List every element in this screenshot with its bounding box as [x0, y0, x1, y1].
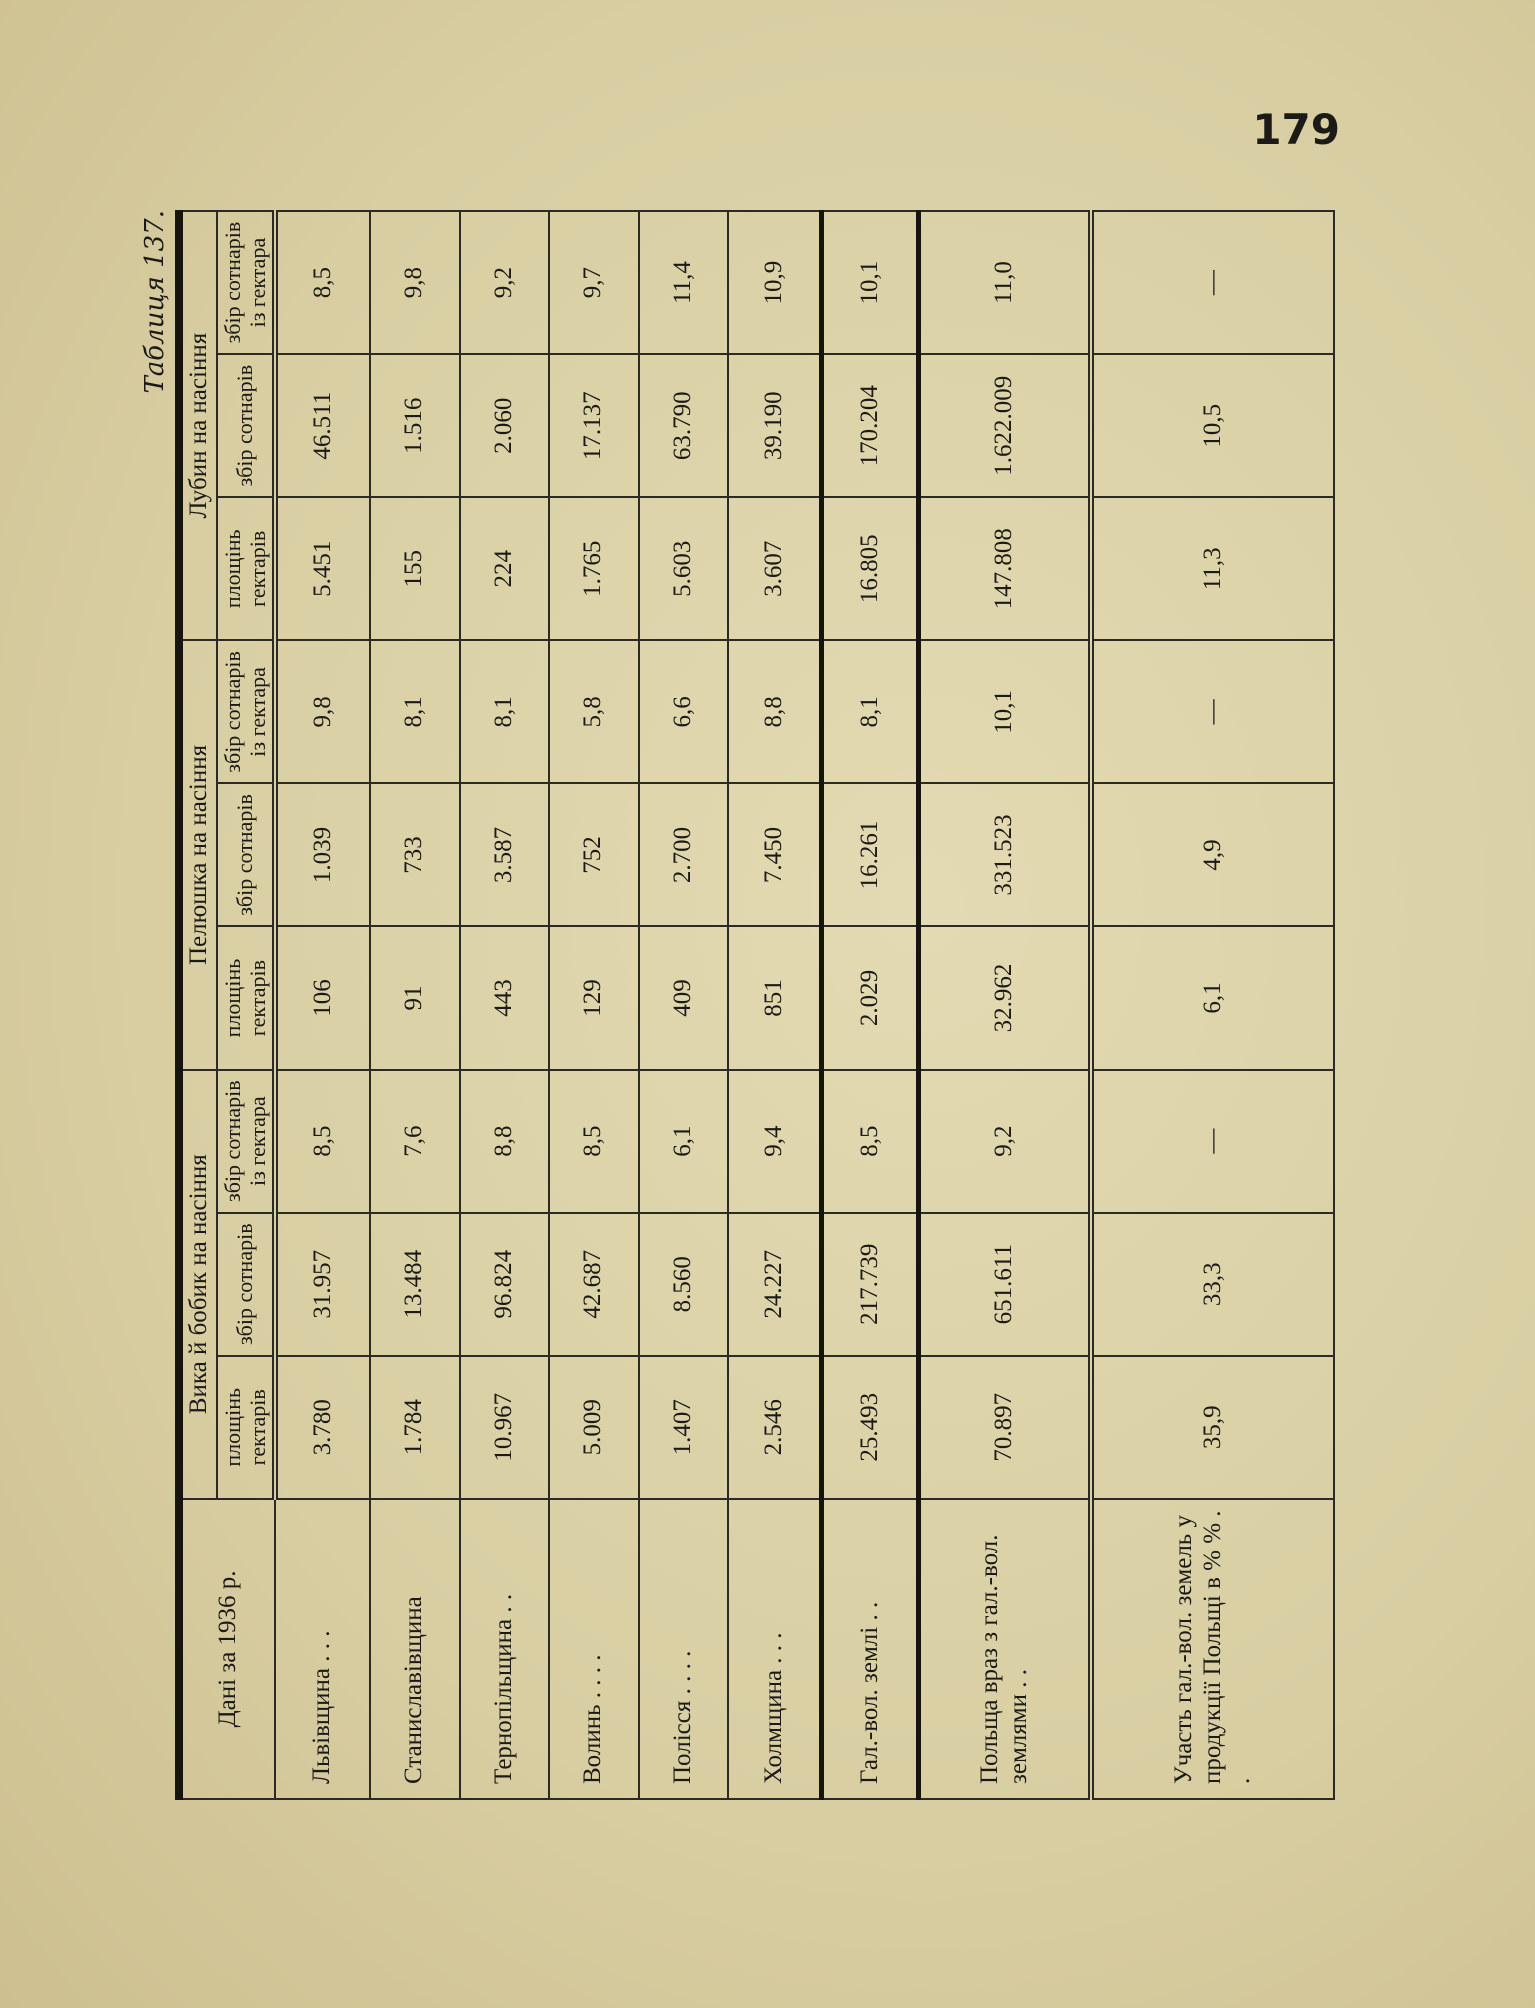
row-label: Львівщина . . . — [275, 1499, 370, 1799]
cell: 8,1 — [370, 640, 460, 783]
table-row — [460, 211, 550, 1799]
cell: 17.137 — [549, 354, 639, 497]
cell: 70.897 — [919, 1356, 1092, 1499]
cell: 11,0 — [919, 211, 1092, 354]
table-row — [275, 211, 370, 1799]
cell: 331.523 — [919, 783, 1092, 926]
page-number: 179 — [1252, 105, 1340, 154]
cell: 1.622.009 — [919, 354, 1092, 497]
cell: 8,8 — [460, 1070, 550, 1213]
cell: 9,8 — [275, 640, 370, 783]
cell: 147.808 — [919, 497, 1092, 640]
cell: 63.790 — [639, 354, 729, 497]
cell: 5.451 — [275, 497, 370, 640]
cell: 2.700 — [639, 783, 729, 926]
poland-row — [919, 211, 1092, 1799]
cell: 1.039 — [275, 783, 370, 926]
cell: 6,1 — [1091, 927, 1334, 1070]
cell: 13.484 — [370, 1213, 460, 1356]
cell: 8,5 — [275, 211, 370, 354]
total-row — [821, 211, 918, 1799]
cell: 443 — [460, 927, 550, 1070]
subheader-yield: збір сотнарів із гектара — [217, 1070, 276, 1213]
cell: 9,2 — [460, 211, 550, 354]
cell: 1.516 — [370, 354, 460, 497]
cell: 16.261 — [821, 783, 918, 926]
cell: 8,1 — [821, 640, 918, 783]
cell: — — [1091, 1070, 1334, 1213]
cell: — — [1091, 211, 1334, 354]
share-row — [1091, 211, 1334, 1799]
cell: 5.603 — [639, 497, 729, 640]
cell: 32.962 — [919, 927, 1092, 1070]
cell: 39.190 — [728, 354, 821, 497]
cell: 6,1 — [639, 1070, 729, 1213]
cell: 3.780 — [275, 1356, 370, 1499]
subheader-harvest: збір сотнарів — [217, 1213, 276, 1356]
row-label: Станиславівщина — [370, 1499, 460, 1799]
cell: — — [1091, 640, 1334, 783]
subheader-harvest: збір сотнарів — [217, 354, 276, 497]
subheader-area: площінь гектарів — [217, 1356, 276, 1499]
cell: 733 — [370, 783, 460, 926]
cell: 217.739 — [821, 1213, 918, 1356]
subheader-yield: збір сотнарів із гектара — [217, 211, 276, 354]
cell: 3.607 — [728, 497, 821, 640]
group-header-vetch: Вика й бобик на насіння — [179, 1070, 217, 1499]
cell: 2.546 — [728, 1356, 821, 1499]
cell: 10,9 — [728, 211, 821, 354]
cell: 9,2 — [919, 1070, 1092, 1213]
cell: 11,3 — [1091, 497, 1334, 640]
row-label: Холмщина . . . — [728, 1499, 821, 1799]
statistics-table — [175, 210, 1335, 1800]
cell: 25.493 — [821, 1356, 918, 1499]
cell: 8,5 — [275, 1070, 370, 1213]
cell: 8.560 — [639, 1213, 729, 1356]
subheader-yield: збір сотнарів із гектара — [217, 640, 276, 783]
cell: 11,4 — [639, 211, 729, 354]
cell: 10.967 — [460, 1356, 550, 1499]
cell: 91 — [370, 927, 460, 1070]
cell: 4,9 — [1091, 783, 1334, 926]
subheader-harvest: збір сотнарів — [217, 783, 276, 926]
cell: 409 — [639, 927, 729, 1070]
stub-header: Дані за 1936 р. — [179, 1499, 275, 1799]
cell: 651.611 — [919, 1213, 1092, 1356]
rotated-table-sheet — [140, 210, 1335, 1800]
group-header-pea: Пелюшка на насіння — [179, 640, 217, 1069]
cell: 224 — [460, 497, 550, 640]
cell: 129 — [549, 927, 639, 1070]
cell: 10,1 — [919, 640, 1092, 783]
cell: 851 — [728, 927, 821, 1070]
cell: 106 — [275, 927, 370, 1070]
cell: 10,5 — [1091, 354, 1334, 497]
group-header-lupine: Лубин на насіння — [179, 211, 217, 640]
subheader-area: площінь гектарів — [217, 497, 276, 640]
cell: 7,6 — [370, 1070, 460, 1213]
cell: 1.784 — [370, 1356, 460, 1499]
row-label: Польща враз з гал.-вол. землями . . — [919, 1499, 1092, 1799]
cell: 1.407 — [639, 1356, 729, 1499]
cell: 8,1 — [460, 640, 550, 783]
row-label: Гал.-вол. землі . . — [821, 1499, 918, 1799]
table-row — [549, 211, 639, 1799]
cell: 8,5 — [549, 1070, 639, 1213]
cell: 9,8 — [370, 211, 460, 354]
row-label: Волинь . . . . — [549, 1499, 639, 1799]
cell: 33,3 — [1091, 1213, 1334, 1356]
cell: 8,8 — [728, 640, 821, 783]
table-row — [370, 211, 460, 1799]
cell: 2.060 — [460, 354, 550, 497]
cell: 5,8 — [549, 640, 639, 783]
table-row — [728, 211, 821, 1799]
cell: 170.204 — [821, 354, 918, 497]
row-label: Полісся . . . . — [639, 1499, 729, 1799]
cell: 752 — [549, 783, 639, 926]
cell: 10,1 — [821, 211, 918, 354]
cell: 3.587 — [460, 783, 550, 926]
cell: 2.029 — [821, 927, 918, 1070]
cell: 24.227 — [728, 1213, 821, 1356]
cell: 42.687 — [549, 1213, 639, 1356]
cell: 6,6 — [639, 640, 729, 783]
cell: 5.009 — [549, 1356, 639, 1499]
cell: 7.450 — [728, 783, 821, 926]
row-label: Тернопільщина . . — [460, 1499, 550, 1799]
table-caption: Таблиця 137. — [140, 210, 170, 394]
cell: 9,7 — [549, 211, 639, 354]
cell: 8,5 — [821, 1070, 918, 1213]
header-row-groups — [179, 211, 217, 1799]
cell: 96.824 — [460, 1213, 550, 1356]
cell: 9,4 — [728, 1070, 821, 1213]
cell: 31.957 — [275, 1213, 370, 1356]
cell: 35,9 — [1091, 1356, 1334, 1499]
cell: 16.805 — [821, 497, 918, 640]
cell: 46.511 — [275, 354, 370, 497]
cell: 155 — [370, 497, 460, 640]
table-row — [639, 211, 729, 1799]
cell: 1.765 — [549, 497, 639, 640]
row-label: Участь гал.-вол. земель у продукції Польщі в % % . . — [1091, 1499, 1334, 1799]
subheader-area: площінь гектарів — [217, 927, 276, 1070]
